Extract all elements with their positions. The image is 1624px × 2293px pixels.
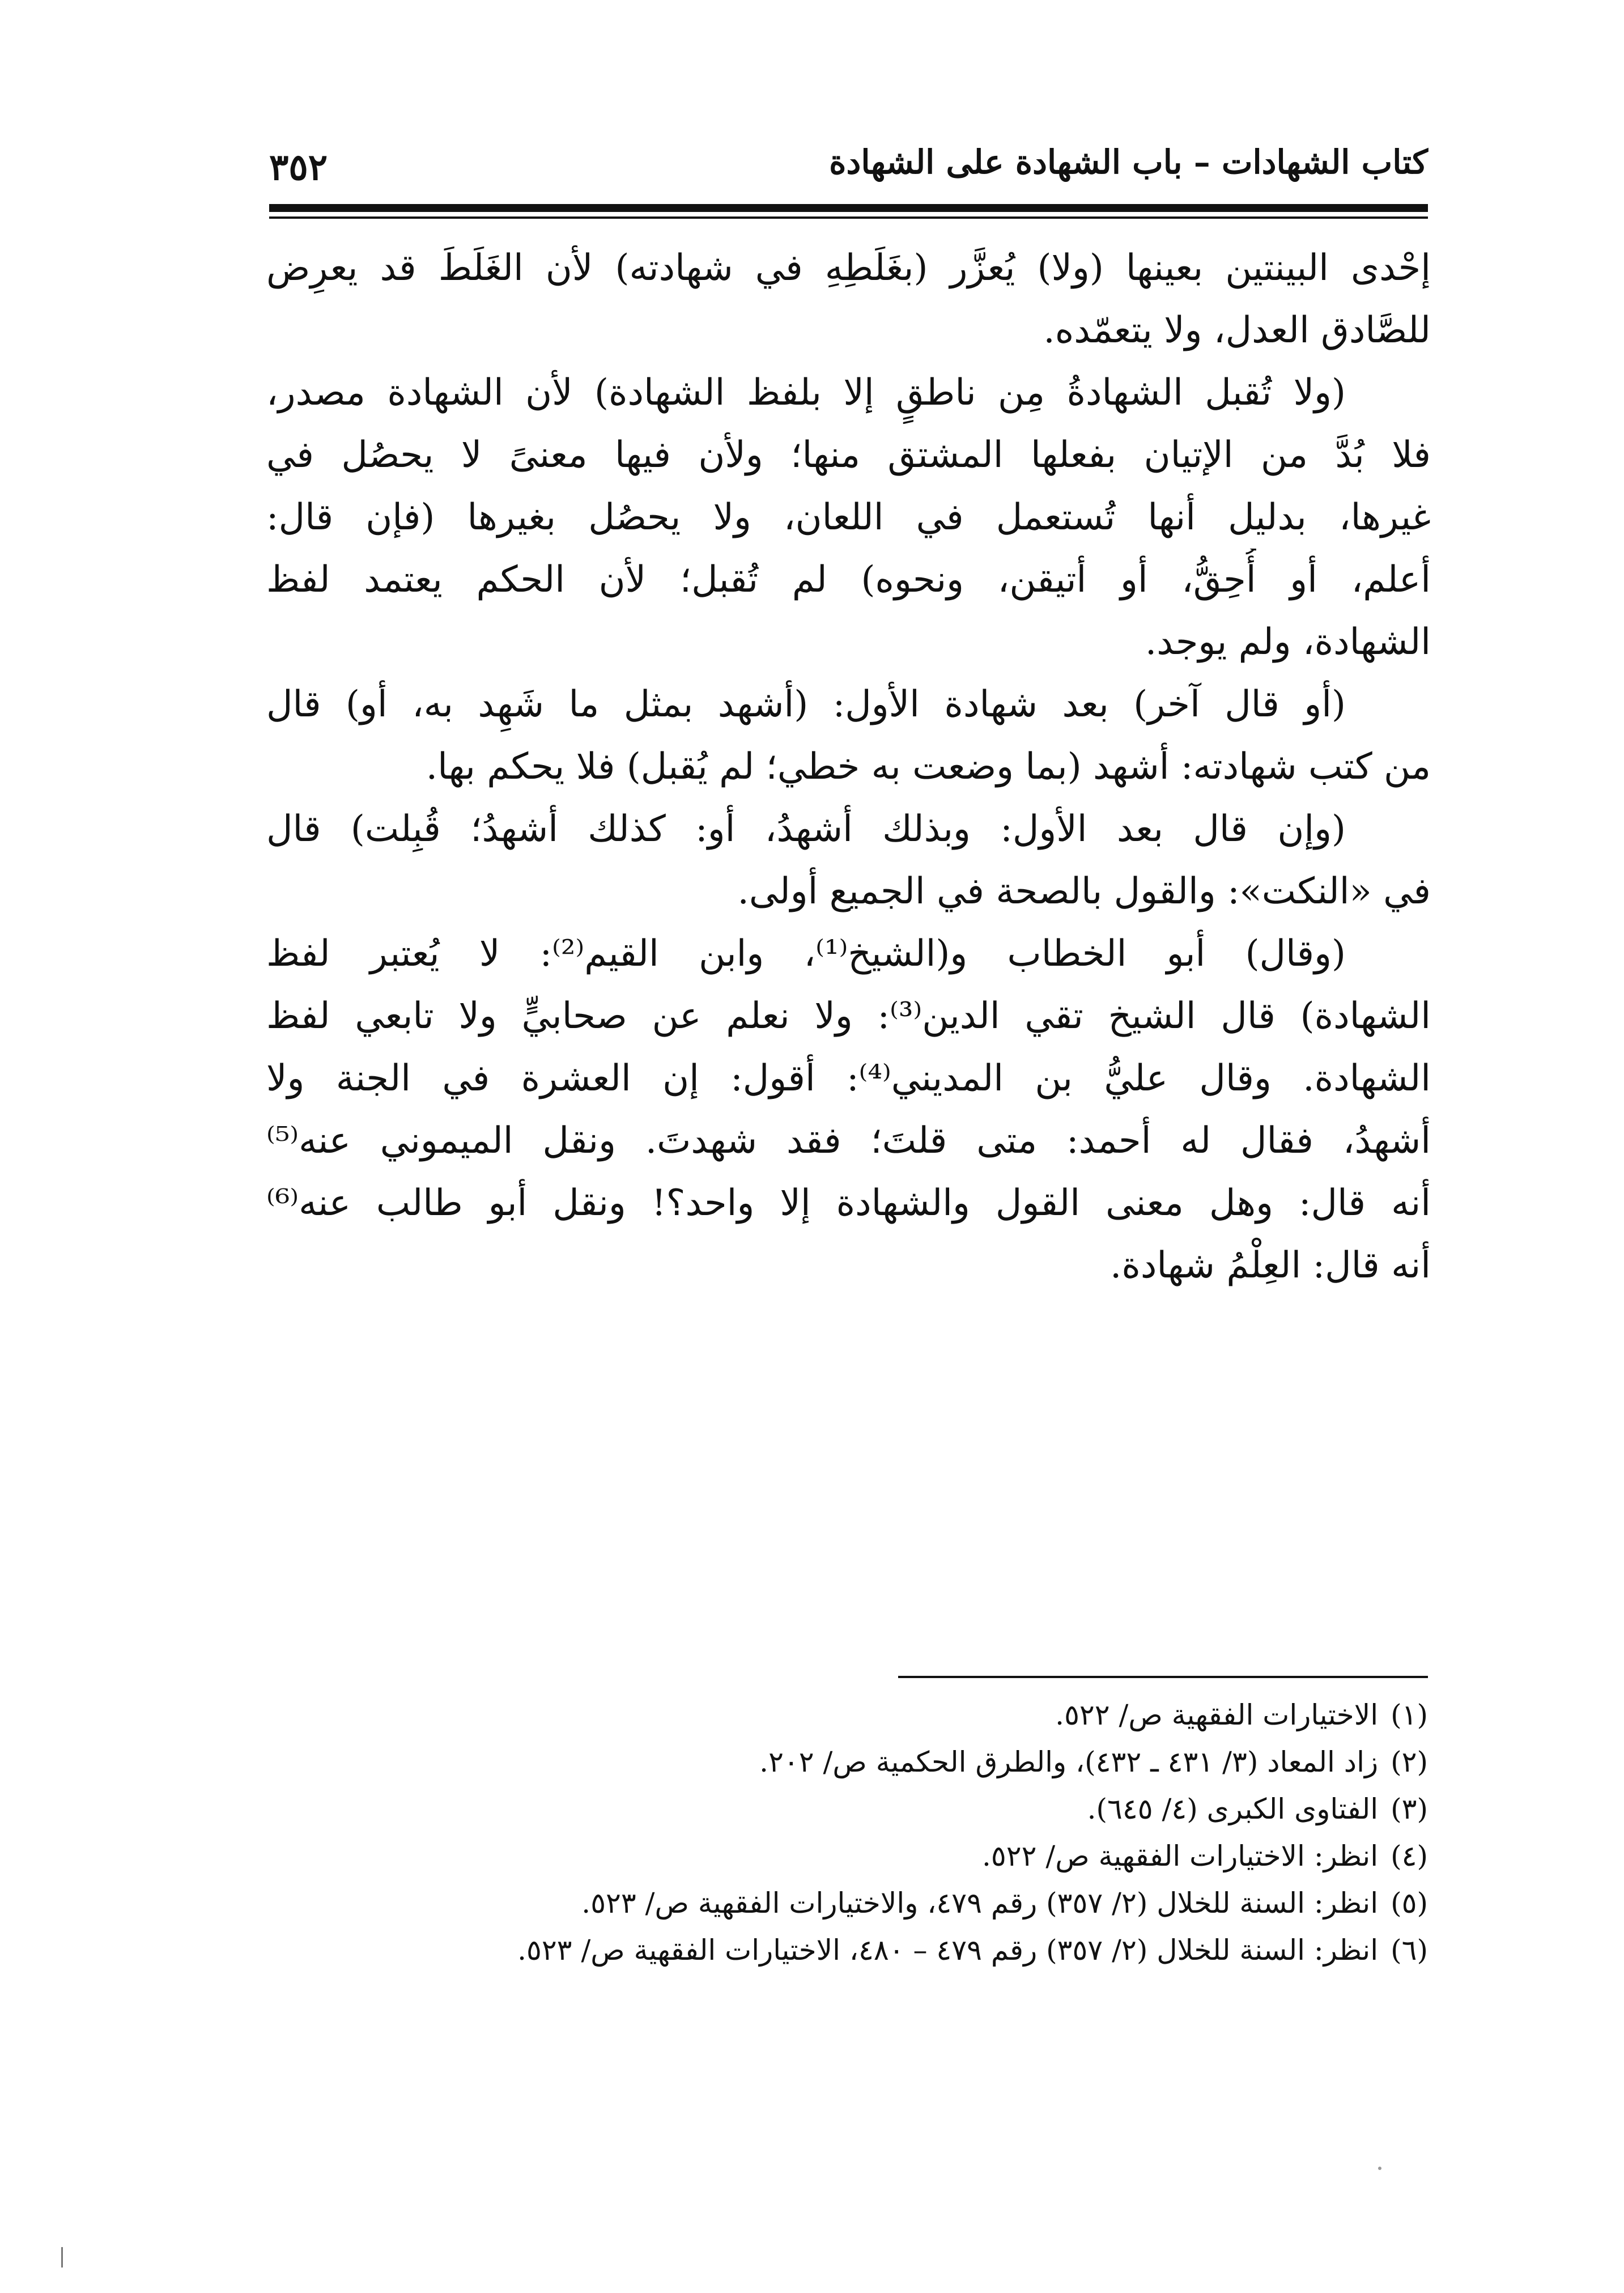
footnote-number: (٦) — [1391, 1934, 1428, 1967]
text-line: غيرها، بدليل أنها تُستعمل في اللعان، ولا يحصُل بغيرها (فإن قال: — [266, 496, 1431, 538]
running-title: كتاب الشهادات – باب الشهادة على الشهادة — [829, 143, 1428, 181]
text-line: الشهادة) قال الشيخ تقي الدين⁽³⁾: ولا نعلم عن صحابيٍّ ولا تابعي لفظ — [266, 995, 1431, 1037]
footnote-text: انظر: السنة للخلال (٢/ ٣٥٧) رقم ٤٧٩، والاختيارات الفقهية ص/ ٥٢٣. — [581, 1887, 1379, 1920]
footnotes — [266, 1692, 1428, 1974]
text-line: إحْدى البينتين بعينها (ولا) يُعزَّر (بغَلَطِهِ في شهادته) لأن الغَلَطَ قد يعرِض — [266, 247, 1431, 289]
footnote-4 — [266, 1833, 1428, 1880]
text-line: أشهدُ، فقال له أحمد: متى قلتَ؛ فقد شهدتَ. ونقل الميموني عنه⁽⁵⁾ — [266, 1120, 1431, 1162]
footnote-number: (٢) — [1391, 1746, 1428, 1778]
text-line: للصَّادق العدل، ولا يتعمّده. — [1043, 309, 1431, 351]
footnote-text: الفتاوى الكبرى (٤/ ٦٤٥). — [1087, 1793, 1379, 1825]
text-line: من كتب شهادته: أشهد (بما وضعت به خطي؛ لم يُقبل) فلا يحكم بها. — [426, 746, 1431, 788]
footnote-text: انظر: الاختيارات الفقهية ص/ ٥٢٢. — [982, 1840, 1379, 1872]
footnote-5 — [266, 1880, 1428, 1927]
footnote-6 — [266, 1927, 1428, 1974]
text-line: أعلم، أو أُحِقُّ، أو أتيقن، ونحوه) لم تُقبل؛ لأن الحكم يعتمد لفظ — [266, 559, 1431, 601]
page-header — [269, 131, 1428, 199]
footnote-text: زاد المعاد (٣/ ٤٣١ ـ ٤٣٢)، والطرق الحكمية ص/ ٢٠٢. — [759, 1746, 1379, 1778]
footnote-number: (١) — [1391, 1698, 1428, 1731]
footnote-3 — [266, 1786, 1428, 1833]
main-text — [266, 237, 1431, 1297]
footnote-text: انظر: السنة للخلال (٢/ ٣٥٧) رقم ٤٧٩ – ٤٨٠، الاختيارات الفقهية ص/ ٥٢٣. — [517, 1934, 1379, 1967]
text-line: أنه قال: العِلْمُ شهادة. — [1109, 1245, 1431, 1286]
page-number: ٣٥٢ — [269, 146, 328, 189]
text-line: (ولا تُقبل الشهادةُ مِن ناطقٍ إلا بلفظ الشهادة) لأن الشهادة مصدر، — [266, 372, 1346, 414]
footnote-text: الاختيارات الفقهية ص/ ٥٢٢. — [1055, 1698, 1379, 1731]
text-line: (وإن قال بعد الأول: وبذلك أشهدُ، أو: كذلك أشهدُ؛ قُبِلت) قال — [266, 808, 1346, 850]
text-line: الشهادة، ولم يوجد. — [1145, 621, 1431, 663]
text-line: (أو قال آخر) بعد شهادة الأول: (أشهد بمثل ما شَهِد به، أو) قال — [266, 683, 1346, 725]
header-rule-thin — [269, 216, 1428, 219]
scan-speck — [1378, 2167, 1381, 2170]
text-line: فلا بُدَّ من الإتيان بفعلها المشتق منها؛ ولأن فيها معنىً لا يحصُل في — [266, 434, 1431, 476]
footnote-number: (٤) — [1391, 1840, 1428, 1872]
header-rule-thick — [269, 204, 1428, 212]
scan-mark — [61, 2247, 63, 2267]
text-line: الشهادة. وقال عليُّ بن المديني⁽⁴⁾: أقول: إن العشرة في الجنة ولا — [266, 1058, 1431, 1099]
footnote-2 — [266, 1739, 1428, 1786]
text-line: أنه قال: وهل معنى القول والشهادة إلا واحد؟! ونقل أبو طالب عنه⁽⁶⁾ — [266, 1182, 1431, 1224]
text-line: في «النكت»: والقول بالصحة في الجميع أولى. — [737, 871, 1431, 912]
footnote-number: (٥) — [1391, 1887, 1428, 1920]
footnote-1 — [266, 1692, 1428, 1739]
text-line: (وقال) أبو الخطاب و(الشيخ⁽¹⁾، وابن القيم⁽²⁾: لا يُعتبر لفظ — [266, 933, 1346, 975]
footnote-separator — [898, 1676, 1428, 1678]
footnote-number: (٣) — [1391, 1793, 1428, 1825]
